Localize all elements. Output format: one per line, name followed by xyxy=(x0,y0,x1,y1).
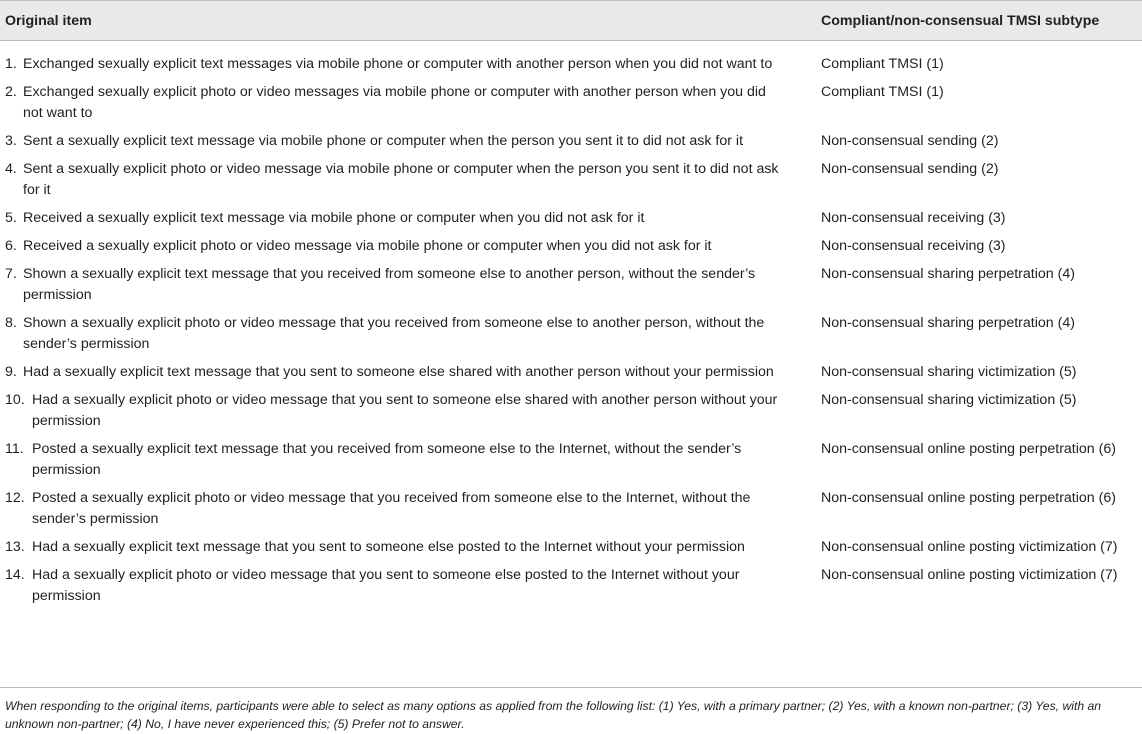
subtype-cell: Non-consensual receiving (3) xyxy=(821,238,1006,254)
original-item-cell xyxy=(0,308,812,357)
item-number: 5. xyxy=(5,210,17,226)
subtype-cell: Non-consensual sending (2) xyxy=(821,161,999,177)
subtype-cell: Compliant TMSI (1) xyxy=(821,84,944,100)
item-text: Had a sexually explicit text message that you sent to someone else posted to the Internet without your permission xyxy=(32,539,745,555)
item-text: Sent a sexually explicit photo or video message via mobile phone or computer when the person you sent it to did not ask for it xyxy=(23,161,779,198)
item-text: Had a sexually explicit text message that you sent to someone else shared with another person without your permission xyxy=(23,364,774,380)
table-row xyxy=(0,41,1142,78)
original-item-cell xyxy=(0,77,812,126)
table-row xyxy=(0,308,1142,357)
item-text: Had a sexually explicit photo or video message that you sent to someone else posted to the Internet without your permission xyxy=(32,567,740,604)
subtype-cell: Non-consensual sharing victimization (5) xyxy=(821,392,1077,408)
item-number: 7. xyxy=(5,266,17,282)
header-subtype: Compliant/non-consensual TMSI subtype xyxy=(812,1,1142,41)
subtype-cell: Non-consensual sharing perpetration (4) xyxy=(821,315,1075,331)
item-text: Received a sexually explicit photo or video message via mobile phone or computer when you did not ask for it xyxy=(23,238,712,254)
item-number: 13. xyxy=(5,539,25,555)
item-text: Sent a sexually explicit text message via mobile phone or computer when the person you sent it to did not ask for it xyxy=(23,133,744,149)
original-item-cell xyxy=(0,434,812,483)
item-text: Shown a sexually explicit photo or video message that you received from someone else to another person, without the sender’s permission xyxy=(23,315,765,352)
subtype-cell: Compliant TMSI (1) xyxy=(821,56,944,72)
subtype-cell: Non-consensual sharing victimization (5) xyxy=(821,364,1077,380)
table-row xyxy=(0,483,1142,532)
original-item-cell xyxy=(0,41,812,78)
item-text: Had a sexually explicit photo or video message that you sent to someone else shared with another person without your permission xyxy=(32,392,778,429)
subtype-cell: Non-consensual online posting perpetration (6) xyxy=(821,441,1116,457)
header-row xyxy=(0,1,1142,41)
table-row xyxy=(0,532,1142,560)
table-row xyxy=(0,259,1142,308)
table-row xyxy=(0,154,1142,203)
item-text: Exchanged sexually explicit text messages via mobile phone or computer with another person when you did not want to xyxy=(23,56,773,72)
original-item-cell xyxy=(0,203,812,231)
subtype-cell: Non-consensual receiving (3) xyxy=(821,210,1006,226)
original-item-cell xyxy=(0,259,812,308)
subtype-cell: Non-consensual online posting victimization (7) xyxy=(821,539,1118,555)
original-item-cell xyxy=(0,357,812,385)
item-number: 6. xyxy=(5,238,17,254)
subtype-cell: Non-consensual online posting perpetration (6) xyxy=(821,490,1116,506)
original-item-cell xyxy=(0,385,812,434)
subtype-cell: Non-consensual sending (2) xyxy=(821,133,999,149)
subtype-cell: Non-consensual sharing perpetration (4) xyxy=(821,266,1075,282)
table-bottom-rule xyxy=(0,687,1142,688)
original-item-cell xyxy=(0,483,812,532)
table-row xyxy=(0,203,1142,231)
original-item-cell xyxy=(0,532,812,560)
item-text: Posted a sexually explicit photo or video message that you received from someone else to the Internet, without the sender’s permission xyxy=(32,490,751,527)
table-row xyxy=(0,357,1142,385)
subtype-cell: Non-consensual online posting victimization (7) xyxy=(821,567,1118,583)
original-item-cell xyxy=(0,560,812,609)
item-number: 9. xyxy=(5,364,17,380)
item-number: 3. xyxy=(5,133,17,149)
item-number: 2. xyxy=(5,84,17,100)
item-number: 12. xyxy=(5,490,25,506)
header-original-item: Original item xyxy=(0,1,812,41)
item-number: 4. xyxy=(5,161,17,177)
item-text: Posted a sexually explicit text message that you received from someone else to the Internet, without the sender’s permission xyxy=(32,441,742,478)
item-text: Received a sexually explicit text message via mobile phone or computer when you did not ask for it xyxy=(23,210,645,226)
table-footnote: When responding to the original items, participants were able to select as many options as applied from the following list: (1) Yes, with a primary partner; (2) Yes, with a known non-partner; (3) Yes, with an unknown non-partner; (4) No, I have never experienced this; (5) Prefer not to answer. xyxy=(5,699,1102,731)
table-row xyxy=(0,434,1142,483)
item-number: 8. xyxy=(5,315,17,331)
item-number: 11. xyxy=(5,441,24,457)
table-row xyxy=(0,560,1142,609)
original-item-cell xyxy=(0,154,812,203)
original-item-cell xyxy=(0,126,812,154)
table-row xyxy=(0,126,1142,154)
table-row xyxy=(0,77,1142,126)
item-number: 1. xyxy=(5,56,17,72)
item-text: Shown a sexually explicit text message that you received from someone else to another person, without the sender’s permission xyxy=(23,266,756,303)
item-number: 14. xyxy=(5,567,25,583)
item-number: 10. xyxy=(5,392,25,408)
table-row xyxy=(0,231,1142,259)
original-item-cell xyxy=(0,231,812,259)
item-text: Exchanged sexually explicit photo or video messages via mobile phone or computer with another person when you did not want to xyxy=(23,84,766,121)
table-row xyxy=(0,385,1142,434)
